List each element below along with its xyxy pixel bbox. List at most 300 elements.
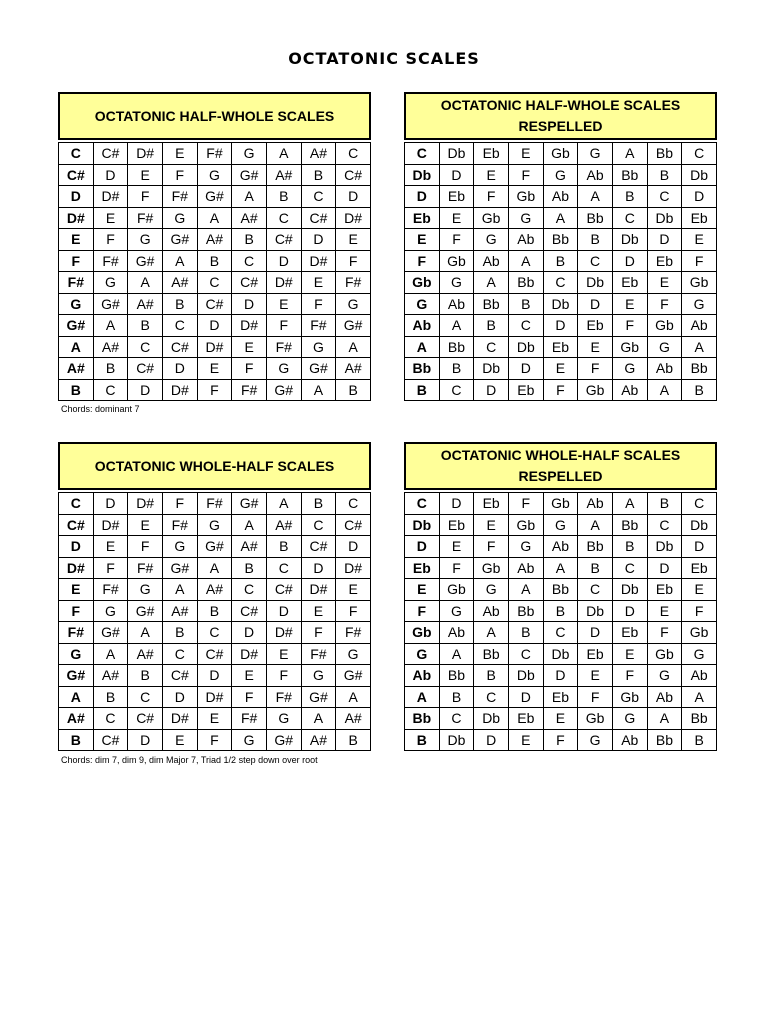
root-note-cell: Gb — [405, 622, 440, 644]
note-cell: Bb — [543, 579, 578, 601]
note-cell: F# — [128, 207, 163, 229]
note-cell: B — [439, 686, 474, 708]
note-cell: G — [301, 336, 336, 358]
root-note-cell: Ab — [405, 665, 440, 687]
note-cell: B — [128, 665, 163, 687]
note-cell: Db — [543, 643, 578, 665]
note-cell: Ab — [543, 536, 578, 558]
note-cell: G# — [128, 250, 163, 272]
note-cell: Ab — [439, 622, 474, 644]
note-cell: F — [578, 686, 613, 708]
note-cell: D — [93, 164, 128, 186]
root-note-cell: D# — [59, 207, 94, 229]
note-cell: B — [647, 493, 682, 515]
note-cell: D — [266, 250, 301, 272]
note-cell: Ab — [647, 358, 682, 380]
note-cell: Db — [439, 729, 474, 751]
note-cell: Ab — [578, 493, 613, 515]
note-cell: F — [578, 358, 613, 380]
table-row — [405, 379, 717, 401]
table-row — [405, 229, 717, 251]
note-cell: E — [162, 729, 197, 751]
root-note-cell: Db — [405, 164, 440, 186]
table-row — [405, 207, 717, 229]
note-cell: E — [474, 164, 509, 186]
table-row — [59, 557, 371, 579]
whole-half-respelled-panel — [404, 442, 717, 751]
half-whole-table — [58, 142, 371, 401]
note-cell: C — [336, 493, 371, 515]
note-cell: E — [647, 600, 682, 622]
note-cell: Eb — [682, 557, 717, 579]
note-cell: E — [162, 143, 197, 165]
note-cell: B — [197, 250, 232, 272]
note-cell: Bb — [682, 708, 717, 730]
note-cell: D — [301, 229, 336, 251]
note-cell: A — [474, 622, 509, 644]
table-row — [405, 600, 717, 622]
note-cell: C — [162, 315, 197, 337]
root-note-cell: Db — [405, 514, 440, 536]
note-cell: G — [93, 600, 128, 622]
note-cell: C — [93, 379, 128, 401]
root-note-cell: Ab — [405, 315, 440, 337]
note-cell: F — [301, 622, 336, 644]
table-row — [59, 643, 371, 665]
note-cell: E — [682, 579, 717, 601]
root-note-cell: E — [405, 579, 440, 601]
note-cell: E — [612, 293, 647, 315]
note-cell: Db — [474, 708, 509, 730]
note-cell: B — [578, 229, 613, 251]
table-row — [59, 622, 371, 644]
note-cell: A# — [336, 708, 371, 730]
note-cell: G — [128, 229, 163, 251]
note-cell: A — [93, 315, 128, 337]
note-cell: D — [612, 250, 647, 272]
note-cell: A — [474, 272, 509, 294]
note-cell: C — [128, 686, 163, 708]
note-cell: G# — [336, 315, 371, 337]
note-cell: E — [439, 536, 474, 558]
note-cell: E — [232, 665, 267, 687]
note-cell: D — [612, 600, 647, 622]
note-cell: D — [474, 379, 509, 401]
root-note-cell: C# — [59, 514, 94, 536]
note-cell: Db — [543, 293, 578, 315]
note-cell: B — [336, 729, 371, 751]
note-cell: A — [439, 315, 474, 337]
note-cell: B — [93, 358, 128, 380]
note-cell: A — [128, 622, 163, 644]
note-cell: G — [197, 164, 232, 186]
note-cell: A — [128, 272, 163, 294]
root-note-cell: A — [405, 686, 440, 708]
note-cell: C — [647, 186, 682, 208]
note-cell: F# — [197, 143, 232, 165]
note-cell: D — [336, 536, 371, 558]
note-cell: C# — [336, 514, 371, 536]
root-note-cell: F# — [59, 272, 94, 294]
note-cell: Gb — [578, 708, 613, 730]
note-cell: Bb — [439, 665, 474, 687]
root-note-cell: Bb — [405, 708, 440, 730]
note-cell: A — [543, 207, 578, 229]
note-cell: C — [232, 579, 267, 601]
note-cell: A# — [301, 729, 336, 751]
note-cell: A — [232, 186, 267, 208]
note-cell: F — [612, 665, 647, 687]
root-note-cell: C# — [59, 164, 94, 186]
note-cell: C# — [128, 358, 163, 380]
half-whole-panel — [58, 92, 371, 401]
note-cell: D — [474, 729, 509, 751]
note-cell: G — [232, 729, 267, 751]
note-cell: F — [543, 729, 578, 751]
note-cell: B — [682, 379, 717, 401]
note-cell: Bb — [578, 536, 613, 558]
root-note-cell: B — [405, 729, 440, 751]
note-cell: F — [336, 600, 371, 622]
note-cell: G# — [93, 622, 128, 644]
note-cell: G — [508, 207, 543, 229]
note-cell: D — [93, 493, 128, 515]
root-note-cell: B — [59, 379, 94, 401]
note-cell: C — [508, 643, 543, 665]
root-note-cell: B — [405, 379, 440, 401]
note-cell: E — [93, 207, 128, 229]
note-cell: B — [508, 293, 543, 315]
root-note-cell: G — [59, 643, 94, 665]
root-note-cell: G# — [59, 665, 94, 687]
note-cell: Ab — [682, 315, 717, 337]
note-cell: A — [682, 336, 717, 358]
note-cell: G — [543, 514, 578, 536]
note-cell: Bb — [474, 293, 509, 315]
note-cell: Bb — [508, 272, 543, 294]
note-cell: G# — [128, 600, 163, 622]
note-cell: A# — [128, 293, 163, 315]
half-whole-header: OCTATONIC HALF-WHOLE SCALES — [58, 92, 371, 140]
note-cell: F# — [232, 379, 267, 401]
note-cell: D# — [162, 708, 197, 730]
whole-half-respelled-table — [404, 492, 717, 751]
note-cell: F — [128, 536, 163, 558]
note-cell: E — [336, 579, 371, 601]
note-cell: D — [543, 665, 578, 687]
note-cell: F# — [162, 514, 197, 536]
whole-half-table — [58, 492, 371, 751]
note-cell: G — [232, 143, 267, 165]
table-row — [405, 708, 717, 730]
table-row — [405, 272, 717, 294]
note-cell: F — [266, 315, 301, 337]
note-cell: E — [578, 665, 613, 687]
note-cell: E — [266, 293, 301, 315]
note-cell: E — [612, 643, 647, 665]
half-whole-respelled-table — [404, 142, 717, 401]
root-note-cell: C — [59, 143, 94, 165]
half-whole-respelled-header: OCTATONIC HALF-WHOLE SCALES RESPELLED — [404, 92, 717, 140]
table-row — [405, 186, 717, 208]
note-cell: D — [162, 686, 197, 708]
note-cell: C# — [336, 164, 371, 186]
note-cell: Bb — [647, 729, 682, 751]
note-cell: Eb — [543, 336, 578, 358]
note-cell: F — [543, 379, 578, 401]
table-row — [59, 143, 371, 165]
note-cell: C# — [301, 207, 336, 229]
table-row — [59, 686, 371, 708]
root-note-cell: Eb — [405, 207, 440, 229]
note-cell: D — [578, 622, 613, 644]
table-row — [59, 358, 371, 380]
note-cell: F# — [336, 622, 371, 644]
note-cell: Db — [578, 272, 613, 294]
note-cell: A# — [93, 665, 128, 687]
note-cell: D — [508, 358, 543, 380]
note-cell: Eb — [647, 579, 682, 601]
note-cell: Eb — [612, 272, 647, 294]
note-cell: C — [508, 315, 543, 337]
note-cell: Eb — [439, 514, 474, 536]
note-cell: D# — [93, 514, 128, 536]
note-cell: E — [301, 600, 336, 622]
note-cell: C — [439, 379, 474, 401]
note-cell: A# — [162, 600, 197, 622]
note-cell: F — [508, 164, 543, 186]
note-cell: C — [162, 643, 197, 665]
root-note-cell: D — [59, 536, 94, 558]
note-cell: A# — [266, 514, 301, 536]
note-cell: Ab — [543, 186, 578, 208]
note-cell: D# — [162, 379, 197, 401]
table-row — [405, 250, 717, 272]
note-cell: A — [578, 514, 613, 536]
note-cell: B — [232, 229, 267, 251]
note-cell: F# — [93, 250, 128, 272]
root-note-cell: Eb — [405, 557, 440, 579]
note-cell: G# — [232, 164, 267, 186]
note-cell: G — [647, 665, 682, 687]
note-cell: A — [508, 250, 543, 272]
root-note-cell: F — [405, 250, 440, 272]
note-cell: D — [578, 293, 613, 315]
note-cell: F — [162, 493, 197, 515]
note-cell: C# — [301, 536, 336, 558]
whole-half-panel — [58, 442, 371, 751]
note-cell: F — [266, 665, 301, 687]
note-cell: D# — [232, 643, 267, 665]
note-cell: C# — [232, 600, 267, 622]
note-cell: A# — [266, 164, 301, 186]
note-cell: D# — [336, 557, 371, 579]
note-cell: Ab — [612, 729, 647, 751]
note-cell: A# — [232, 207, 267, 229]
note-cell: F — [197, 729, 232, 751]
note-cell: A — [197, 557, 232, 579]
note-cell: C# — [93, 143, 128, 165]
table-row — [59, 293, 371, 315]
note-cell: B — [474, 665, 509, 687]
note-cell: G — [474, 579, 509, 601]
note-cell: Gb — [508, 186, 543, 208]
note-cell: C — [474, 686, 509, 708]
note-cell: E — [128, 514, 163, 536]
note-cell: F — [647, 293, 682, 315]
note-cell: C — [543, 622, 578, 644]
note-cell: Gb — [439, 579, 474, 601]
note-cell: Bb — [578, 207, 613, 229]
note-cell: D — [301, 557, 336, 579]
note-cell: G — [93, 272, 128, 294]
note-cell: A — [266, 493, 301, 515]
note-cell: C# — [162, 665, 197, 687]
note-cell: E — [128, 164, 163, 186]
table-row — [59, 729, 371, 751]
table-row — [405, 622, 717, 644]
note-cell: F — [682, 250, 717, 272]
note-cell: B — [232, 557, 267, 579]
note-cell: Eb — [474, 143, 509, 165]
note-cell: A — [543, 557, 578, 579]
note-cell: B — [682, 729, 717, 751]
table-row — [405, 143, 717, 165]
note-cell: G — [439, 600, 474, 622]
note-cell: Gb — [682, 272, 717, 294]
note-cell: D — [162, 358, 197, 380]
note-cell: E — [197, 358, 232, 380]
note-cell: F# — [336, 272, 371, 294]
note-cell: F — [612, 315, 647, 337]
note-cell: E — [232, 336, 267, 358]
note-cell: G — [266, 708, 301, 730]
note-cell: Bb — [439, 336, 474, 358]
note-cell: F# — [232, 708, 267, 730]
note-cell: C — [647, 514, 682, 536]
note-cell: D — [197, 665, 232, 687]
note-cell: Db — [682, 164, 717, 186]
note-cell: G — [682, 293, 717, 315]
note-cell: G# — [301, 358, 336, 380]
note-cell: C — [336, 143, 371, 165]
note-cell: C — [301, 186, 336, 208]
note-cell: C# — [232, 272, 267, 294]
note-cell: D — [682, 536, 717, 558]
root-note-cell: A — [59, 686, 94, 708]
note-cell: F# — [301, 315, 336, 337]
note-cell: B — [647, 164, 682, 186]
note-cell: Eb — [578, 643, 613, 665]
root-note-cell: F — [405, 600, 440, 622]
note-cell: Db — [578, 600, 613, 622]
note-cell: G — [578, 729, 613, 751]
note-cell: C — [301, 514, 336, 536]
note-cell: Eb — [508, 708, 543, 730]
note-cell: C — [93, 708, 128, 730]
note-cell: F — [682, 600, 717, 622]
note-cell: Gb — [474, 557, 509, 579]
note-cell: C — [197, 272, 232, 294]
note-cell: E — [336, 229, 371, 251]
note-cell: E — [647, 272, 682, 294]
table-row — [405, 358, 717, 380]
note-cell: G# — [162, 557, 197, 579]
note-cell: A — [93, 643, 128, 665]
note-cell: D# — [128, 143, 163, 165]
note-cell: G# — [301, 686, 336, 708]
table-row — [59, 579, 371, 601]
note-cell: D# — [232, 315, 267, 337]
note-cell: Ab — [508, 557, 543, 579]
root-note-cell: D — [405, 186, 440, 208]
table-row — [405, 579, 717, 601]
note-cell: F — [439, 229, 474, 251]
note-cell: D# — [266, 272, 301, 294]
note-cell: G# — [197, 186, 232, 208]
note-cell: C — [439, 708, 474, 730]
table-row — [59, 665, 371, 687]
note-cell: G — [612, 708, 647, 730]
note-cell: D — [128, 379, 163, 401]
note-cell: G — [474, 229, 509, 251]
note-cell: A# — [128, 643, 163, 665]
note-cell: F — [232, 358, 267, 380]
note-cell: C — [682, 143, 717, 165]
note-cell: E — [439, 207, 474, 229]
note-cell: B — [508, 622, 543, 644]
note-cell: D — [439, 164, 474, 186]
table-row — [405, 514, 717, 536]
note-cell: Ab — [578, 164, 613, 186]
note-cell: G — [612, 358, 647, 380]
table-row — [59, 272, 371, 294]
table-row — [59, 379, 371, 401]
note-cell: G — [543, 164, 578, 186]
note-cell: D# — [93, 186, 128, 208]
note-cell: D# — [336, 207, 371, 229]
half-whole-chords-note: Chords: dominant 7 — [61, 404, 140, 414]
note-cell: B — [543, 600, 578, 622]
table-row — [405, 557, 717, 579]
note-cell: D — [232, 293, 267, 315]
note-cell: Gb — [647, 315, 682, 337]
root-note-cell: G# — [59, 315, 94, 337]
note-cell: A — [162, 579, 197, 601]
note-cell: Ab — [647, 686, 682, 708]
note-cell: A# — [162, 272, 197, 294]
note-cell: Gb — [439, 250, 474, 272]
table-row — [59, 493, 371, 515]
note-cell: D# — [266, 622, 301, 644]
root-note-cell: F# — [59, 622, 94, 644]
note-cell: F — [647, 622, 682, 644]
note-cell: Db — [474, 358, 509, 380]
note-cell: Db — [612, 229, 647, 251]
note-cell: Db — [612, 579, 647, 601]
note-cell: D — [232, 622, 267, 644]
note-cell: B — [336, 379, 371, 401]
note-cell: Ab — [508, 229, 543, 251]
note-cell: B — [301, 164, 336, 186]
note-cell: G# — [162, 229, 197, 251]
root-note-cell: B — [59, 729, 94, 751]
root-note-cell: G — [59, 293, 94, 315]
note-cell: Gb — [543, 493, 578, 515]
note-cell: Gb — [647, 643, 682, 665]
note-cell: Eb — [508, 379, 543, 401]
note-cell: D# — [301, 579, 336, 601]
